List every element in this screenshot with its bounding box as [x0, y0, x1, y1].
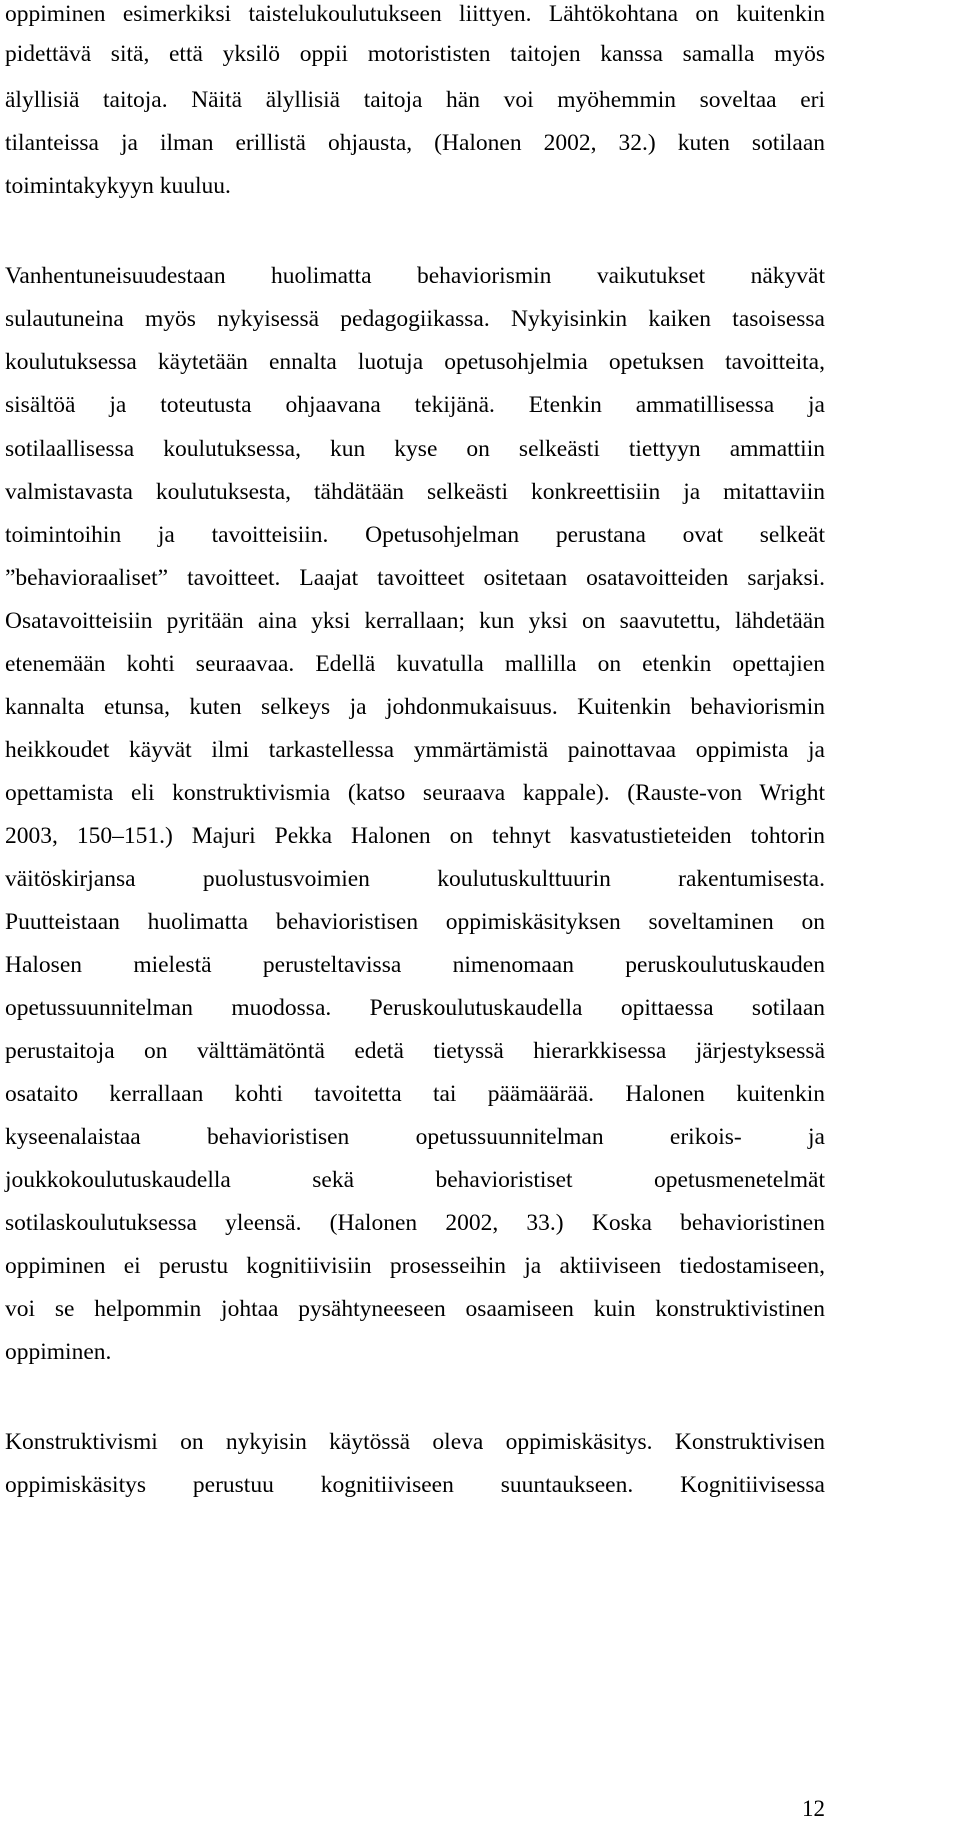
- page-number: 12: [802, 1796, 825, 1821]
- text-line: osataito kerrallaan kohti tavoitetta tai päämäärää. Halonen kuitenkin: [5, 1081, 825, 1107]
- text-line: Osatavoitteisiin pyritään aina yksi kerrallaan; kun yksi on saavutettu, lähdetään: [5, 608, 825, 634]
- text-line: opetussuunnitelman muodossa. Peruskoulutuskaudella opittaessa sotilaan: [5, 995, 825, 1021]
- text-line: toimintakykyyn kuuluu.: [5, 173, 231, 199]
- text-line: Puutteistaan huolimatta behavioristisen oppimiskäsityksen soveltaminen on: [5, 909, 825, 935]
- text-line: oppiminen.: [5, 1339, 112, 1365]
- text-line: etenemään kohti seuraavaa. Edellä kuvatulla mallilla on etenkin opettajien: [5, 651, 825, 677]
- text-line: heikkoudet käyvät ilmi tarkastellessa ymmärtämistä painottavaa oppimista ja: [5, 737, 825, 763]
- text-line: sotilaskoulutuksessa yleensä. (Halonen 2002, 33.) Koska behavioristinen: [5, 1210, 825, 1236]
- text-line: kyseenalaistaa behavioristisen opetussuunnitelman erikois- ja: [5, 1124, 825, 1150]
- text-line: valmistavasta koulutuksesta, tähdätään selkeästi konkreettisiin ja mitattaviin: [5, 479, 825, 505]
- text-line: kannalta etunsa, kuten selkeys ja johdonmukaisuus. Kuitenkin behaviorismin: [5, 694, 825, 720]
- text-line: perustaitoja on välttämätöntä edetä tietyssä hierarkkisessa järjestyksessä: [5, 1038, 825, 1064]
- text-line: 2003, 150–151.) Majuri Pekka Halonen on tehnyt kasvatustieteiden tohtorin: [5, 823, 825, 849]
- text-line: koulutuksessa käytetään ennalta luotuja opetusohjelmia opetuksen tavoitteita,: [5, 349, 825, 375]
- text-line: Vanhentuneisuudestaan huolimatta behaviorismin vaikutukset näkyvät: [5, 263, 825, 289]
- text-line: voi se helpommin johtaa pysähtyneeseen osaamiseen kuin konstruktivistinen: [5, 1296, 825, 1322]
- text-line: joukkokoulutuskaudella sekä behavioristiset opetusmenetelmät: [5, 1167, 825, 1193]
- text-line: oppimiskäsitys perustuu kognitiiviseen suuntaukseen. Kognitiivisessa: [5, 1472, 825, 1498]
- text-line: väitöskirjansa puolustusvoimien koulutuskulttuurin rakentumisesta.: [5, 866, 825, 892]
- text-line: sisältöä ja toteutusta ohjaavana tekijänä. Etenkin ammatillisessa ja: [5, 392, 825, 418]
- text-line: ”behavioraaliset” tavoitteet. Laajat tavoitteet ositetaan osatavoitteiden sarjaksi.: [5, 565, 825, 591]
- text-line: älyllisiä taitoja. Näitä älyllisiä taitoja hän voi myöhemmin soveltaa eri: [5, 87, 825, 113]
- text-line: Halosen mielestä perusteltavissa nimenomaan peruskoulutuskauden: [5, 952, 825, 978]
- text-line: oppiminen esimerkiksi taistelukoulutukseen liittyen. Lähtökohtana on kuitenkin: [5, 1, 825, 27]
- text-line: toimintoihin ja tavoitteisiin. Opetusohjelman perustana ovat selkeät: [5, 522, 825, 548]
- text-line: opettamista eli konstruktivismia (katso seuraava kappale). (Rauste-von Wright: [5, 780, 825, 806]
- text-line: Konstruktivismi on nykyisin käytössä oleva oppimiskäsitys. Konstruktivisen: [5, 1429, 825, 1455]
- text-line: sulautuneina myös nykyisessä pedagogiikassa. Nykyisinkin kaiken tasoisessa: [5, 306, 825, 332]
- text-line: oppiminen ei perustu kognitiivisiin prosesseihin ja aktiiviseen tiedostamiseen,: [5, 1253, 825, 1279]
- text-line: sotilaallisessa koulutuksessa, kun kyse on selkeästi tiettyyn ammattiin: [5, 436, 825, 462]
- text-line: tilanteissa ja ilman erillistä ohjausta, (Halonen 2002, 32.) kuten sotilaan: [5, 130, 825, 156]
- text-line: pidettävä sitä, että yksilö oppii motorististen taitojen kanssa samalla myös: [5, 41, 825, 67]
